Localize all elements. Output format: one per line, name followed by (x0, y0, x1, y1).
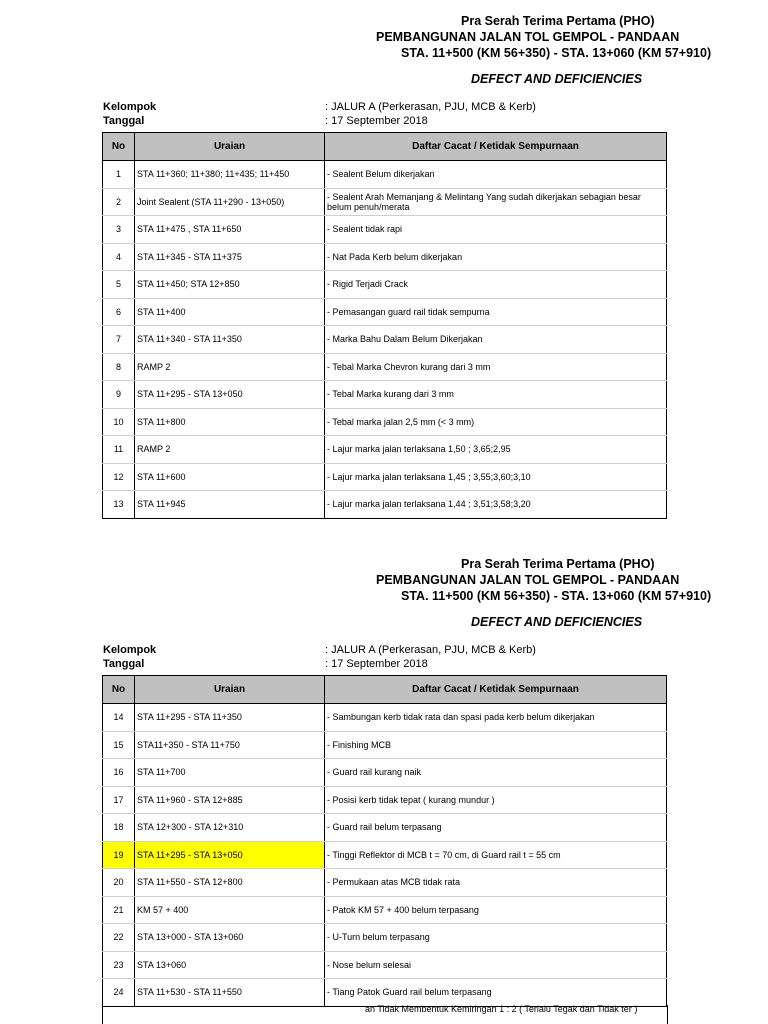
row-defect: - Permukaan atas MCB tidak rata (325, 869, 667, 897)
table-row (103, 436, 667, 464)
tanggal-label: Tanggal (103, 658, 145, 670)
row-uraian: STA 11+295 - STA 13+050 (135, 381, 325, 409)
row-defect: - Sealent Belum dikerjakan (325, 161, 667, 189)
row-number: 7 (103, 326, 135, 354)
row-number: 15 (103, 731, 135, 759)
defects-table (102, 675, 667, 1007)
row-uraian: STA 11+550 - STA 12+800 (135, 869, 325, 897)
table-row (103, 216, 667, 244)
row-uraian: STA 11+600 (135, 463, 325, 491)
table-header-row (103, 676, 667, 704)
table-row (103, 463, 667, 491)
table-row (103, 491, 667, 519)
table-header-row (103, 133, 667, 161)
row-number: 17 (103, 786, 135, 814)
row-uraian: STA 11+295 - STA 11+350 (135, 704, 325, 732)
column-header-defect: Daftar Cacat / Ketidak Sempurnaan (325, 133, 667, 161)
table-row (103, 814, 667, 842)
table-row-cut-off (102, 1005, 668, 1024)
row-uraian: STA11+350 - STA 11+750 (135, 731, 325, 759)
row-defect: - Nose belum selesai (325, 951, 667, 979)
row-defect: - Guard rail kurang naik (325, 759, 667, 787)
table-row (103, 869, 667, 897)
row-number: 2 (103, 188, 135, 216)
row-defect: - Lajur marka jalan terlaksana 1,50 ; 3,65;2,95 (325, 436, 667, 464)
row-uraian: STA 11+700 (135, 759, 325, 787)
header-line-3: STA. 11+500 (KM 56+350) - STA. 13+060 (KM 57+910) (401, 589, 712, 603)
row-uraian: STA 13+060 (135, 951, 325, 979)
row-uraian: STA 11+530 - STA 11+550 (135, 979, 325, 1007)
row-uraian: RAMP 2 (135, 353, 325, 381)
document-subtitle: DEFECT AND DEFICIENCIES (471, 72, 643, 86)
row-defect: - Tiang Patok Guard rail belum terpasang (325, 979, 667, 1007)
row-number: 10 (103, 408, 135, 436)
table-row (103, 841, 667, 869)
row-uraian: STA 11+800 (135, 408, 325, 436)
row-number: 19 (103, 841, 135, 869)
row-defect: - Marka Bahu Dalam Belum Dikerjakan (325, 326, 667, 354)
row-number: 6 (103, 298, 135, 326)
table-row (103, 704, 667, 732)
page-header (0, 543, 712, 613)
page-header (0, 0, 712, 70)
table-row (103, 759, 667, 787)
row-number: 12 (103, 463, 135, 491)
table-row (103, 951, 667, 979)
table-row (103, 381, 667, 409)
row-uraian: STA 11+475 , STA 11+650 (135, 216, 325, 244)
row-number: 3 (103, 216, 135, 244)
table-row (103, 896, 667, 924)
table-row (103, 353, 667, 381)
document-subtitle: DEFECT AND DEFICIENCIES (471, 615, 643, 629)
row-uraian: KM 57 + 400 (135, 896, 325, 924)
header-line-2: PEMBANGUNAN JALAN TOL GEMPOL - PANDAAN (376, 573, 680, 587)
row-number: 13 (103, 491, 135, 519)
row-defect: - Finishing MCB (325, 731, 667, 759)
defects-table (102, 132, 667, 519)
table-row (103, 979, 667, 1007)
row-number: 11 (103, 436, 135, 464)
row-uraian: STA 11+945 (135, 491, 325, 519)
row-number: 24 (103, 979, 135, 1007)
kelompok-label: Kelompok (103, 644, 157, 656)
tanggal-value: : 17 September 2018 (325, 115, 428, 127)
column-header-defect: Daftar Cacat / Ketidak Sempurnaan (325, 676, 667, 704)
row-number: 23 (103, 951, 135, 979)
row-defect: - Sealent Arah Memanjang & Melintang Yang sudah dikerjakan sebagian besar belum penuh/merata (325, 188, 667, 216)
row-uraian: STA 11+450; STA 12+850 (135, 271, 325, 299)
row-number: 1 (103, 161, 135, 189)
table-row (103, 408, 667, 436)
tanggal-value: : 17 September 2018 (325, 658, 428, 670)
row-defect: - Lajur marka jalan terlaksana 1,45 ; 3,55;3,60;3,10 (325, 463, 667, 491)
row-defect: - Lajur marka jalan terlaksana 1,44 ; 3,51;3,58;3,20 (325, 491, 667, 519)
row-defect: - Tinggi Reflektor di MCB t = 70 cm, di Guard rail t = 55 cm (325, 841, 667, 869)
row-uraian: STA 11+345 - STA 11+375 (135, 243, 325, 271)
table-row (103, 271, 667, 299)
header-line-2: PEMBANGUNAN JALAN TOL GEMPOL - PANDAAN (376, 30, 680, 44)
table-row (103, 188, 667, 216)
row-uraian: RAMP 2 (135, 436, 325, 464)
column-header-uraian: Uraian (135, 133, 325, 161)
column-header-no: No (103, 676, 135, 704)
row-uraian: Joint Sealent (STA 11+290 - 13+050) (135, 188, 325, 216)
header-line-1: Pra Serah Terima Pertama (PHO) (461, 14, 655, 28)
column-header-no: No (103, 133, 135, 161)
table-row (103, 731, 667, 759)
row-defect: - Tebal Marka Chevron kurang dari 3 mm (325, 353, 667, 381)
row-uraian: STA 11+360; 11+380; 11+435; 11+450 (135, 161, 325, 189)
row-number: 18 (103, 814, 135, 842)
row-number: 14 (103, 704, 135, 732)
row-uraian: STA 11+295 - STA 13+050 (135, 841, 325, 869)
row-uraian: STA 11+960 - STA 12+885 (135, 786, 325, 814)
header-line-1: Pra Serah Terima Pertama (PHO) (461, 557, 655, 571)
table-row (103, 161, 667, 189)
row-defect: - Posisi kerb tidak tepat ( kurang mundur ) (325, 786, 667, 814)
row-uraian: STA 11+400 (135, 298, 325, 326)
row-defect: - Tebal Marka kurang dari 3 mm (325, 381, 667, 409)
row-defect: - Sealent tidak rapi (325, 216, 667, 244)
kelompok-value: : JALUR A (Perkerasan, PJU, MCB & Kerb) (325, 101, 536, 113)
table-row (103, 326, 667, 354)
row-defect: - Guard rail belum terpasang (325, 814, 667, 842)
cut-row-defect: an Tidak Membentuk Kemiringan 1 : 2 ( Terlalu Tegak dan Tidak ter ) (365, 1004, 638, 1014)
row-uraian: STA 13+000 - STA 13+060 (135, 924, 325, 952)
kelompok-label: Kelompok (103, 101, 157, 113)
row-defect: - Rigid Terjadi Crack (325, 271, 667, 299)
table-row (103, 924, 667, 952)
row-uraian: STA 11+340 - STA 11+350 (135, 326, 325, 354)
row-number: 20 (103, 869, 135, 897)
row-number: 4 (103, 243, 135, 271)
table-row (103, 786, 667, 814)
column-header-uraian: Uraian (135, 676, 325, 704)
kelompok-value: : JALUR A (Perkerasan, PJU, MCB & Kerb) (325, 644, 536, 656)
row-defect: - Pemasangan guard rail tidak sempurna (325, 298, 667, 326)
row-defect: - Sambungan kerb tidak rata dan spasi pada kerb belum dikerjakan (325, 704, 667, 732)
row-uraian: STA 12+300 - STA 12+310 (135, 814, 325, 842)
table-row (103, 243, 667, 271)
table-row (103, 298, 667, 326)
tanggal-label: Tanggal (103, 115, 145, 127)
row-defect: - Patok KM 57 + 400 belum terpasang (325, 896, 667, 924)
header-line-3: STA. 11+500 (KM 56+350) - STA. 13+060 (KM 57+910) (401, 46, 712, 60)
row-number: 21 (103, 896, 135, 924)
row-defect: - Tebal marka jalan 2,5 mm (< 3 mm) (325, 408, 667, 436)
row-defect: - Nat Pada Kerb belum dikerjakan (325, 243, 667, 271)
row-number: 5 (103, 271, 135, 299)
row-number: 9 (103, 381, 135, 409)
row-defect: - U-Turn belum terpasang (325, 924, 667, 952)
row-number: 16 (103, 759, 135, 787)
row-number: 22 (103, 924, 135, 952)
row-number: 8 (103, 353, 135, 381)
